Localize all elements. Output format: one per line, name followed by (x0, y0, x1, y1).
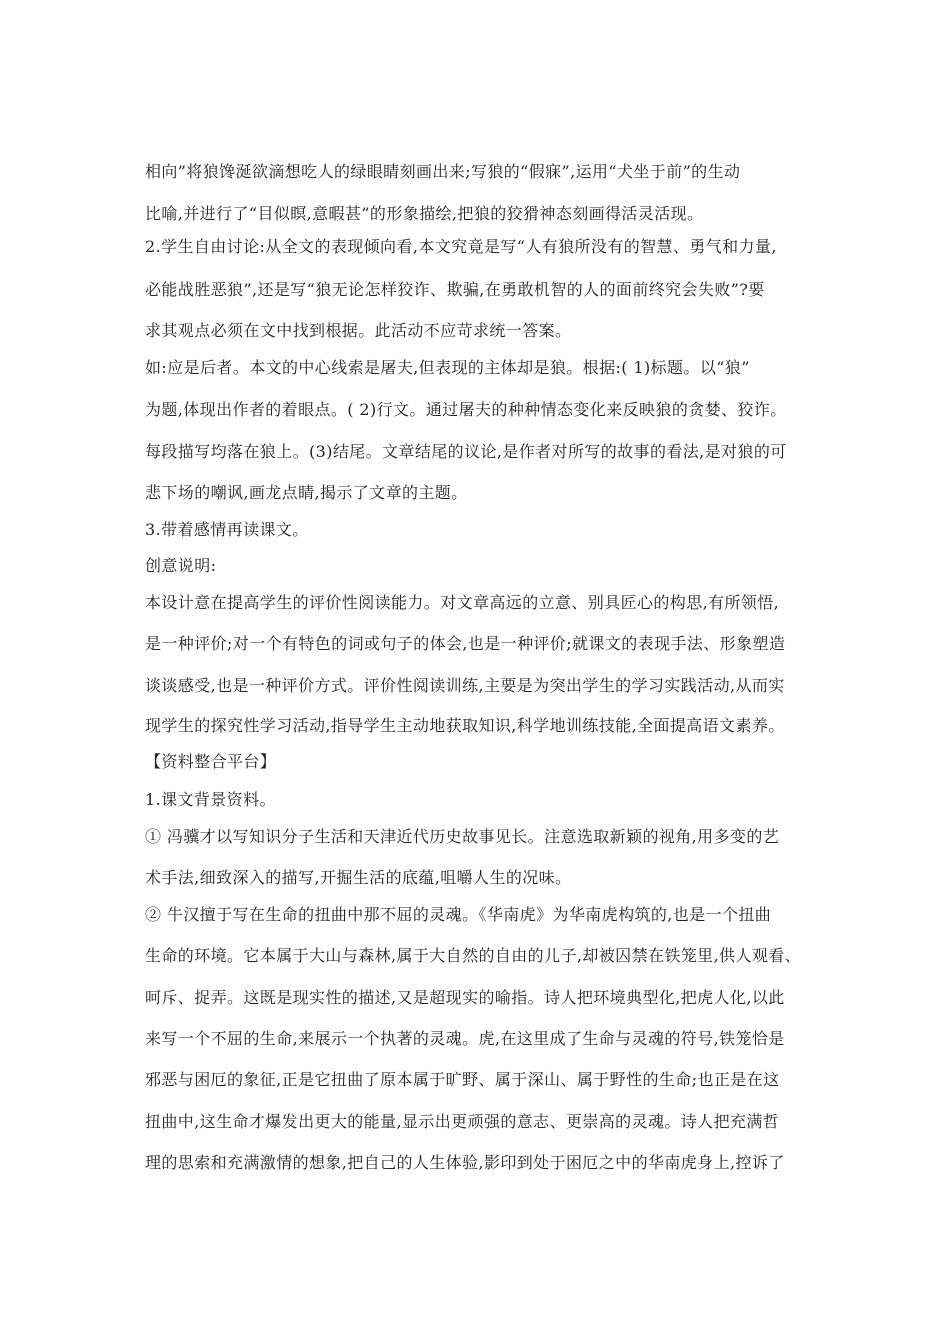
text-line: 为题,体现出作者的着眼点。( 2)行文。通过屠夫的种种情态变化来反映狼的贪婪、狡诈。 (145, 400, 787, 419)
text-line: 邪恶与困厄的象征,正是它扭曲了原本属于旷野、属于深山、属于野性的生命;也正是在这 (145, 1070, 780, 1089)
text-line: 必能战胜恶狼”,还是写“狼无论怎样狡诈、欺骗,在勇敢机智的人的面前终究会失败”?要 (145, 280, 765, 299)
section-heading: 【资料整合平台】 (145, 752, 277, 771)
text-line: 相向”将狼馋涎欲滴想吃人的绿眼睛刻画出来;写狼的“假寐”,运用“犬坐于前”的生动 (145, 162, 741, 181)
text-line: 比喻,并进行了“目似瞑,意暇甚”的形象描绘,把狼的狡猾神态刻画得活灵活现。 (145, 204, 704, 223)
text-line: 来写一个不屈的生命,来展示一个执著的灵魂。虎,在这里成了生命与灵魂的符号,铁笼恰是 (145, 1029, 785, 1048)
text-line: 每段描写均落在狼上。(3)结尾。文章结尾的议论,是作者对所写的故事的看法,是对狼的可 (145, 442, 787, 461)
text-line: 是一种评价;对一个有特色的词或句子的体会,也是一种评价;就课文的表现手法、形象塑造 (145, 634, 786, 653)
text-line: 扭曲中,这生命才爆发出更大的能量,显示出更顽强的意志、更崇高的灵魂。诗人把充满哲 (145, 1112, 780, 1131)
text-line: 如:应是后者。本文的中心线索是屠夫,但表现的主体却是狼。根据:( 1)标题。以“狼” (145, 358, 750, 377)
text-line: 生命的环境。它本属于大山与森林,属于大自然的自由的儿子,却被囚禁在铁笼里,供人观看、 (145, 946, 802, 965)
text-line: 术手法,细致深入的描写,开掘生活的底蕴,咀嚼人生的况味。 (145, 868, 572, 887)
text-line: 理的思索和充满激情的想象,把自己的人生体验,影印到处于困厄之中的华南虎身上,控诉了 (145, 1153, 785, 1172)
text-line: 求其观点必须在文中找到根据。此活动不应苛求统一答案。 (145, 321, 572, 340)
text-line: ② 牛汉擅于写在生命的扭曲中那不屈的灵魂。《华南虎》为华南虎构筑的,也是一个扭曲 (145, 905, 772, 924)
text-line: 3.带着感情再读课文。 (145, 520, 309, 539)
text-line: 悲下场的嘲讽,画龙点睛,揭示了文章的主题。 (145, 483, 468, 502)
text-line: 现学生的探究性学习活动,指导学生主动地获取知识,科学地训练技能,全面提高语文素养。 (145, 716, 785, 735)
text-line: ① 冯骥才以写知识分子生活和天津近代历史故事见长。注意选取新颖的视角,用多变的艺 (145, 827, 780, 846)
section-label: 创意说明: (145, 556, 217, 575)
text-line: 谈谈感受,也是一种评价方式。评价性阅读训练,主要是为突出学生的学习实践活动,从而实 (145, 676, 785, 695)
text-line: 2.学生自由讨论:从全文的表现倾向看,本文究竟是写“人有狼所没有的智慧、勇气和力量, (145, 237, 777, 256)
list-heading: 1.课文背景资料。 (145, 790, 276, 809)
text-line: 本设计意在提高学生的评价性阅读能力。对文章高远的立意、别具匠心的构思,有所领悟, (145, 593, 780, 612)
text-line: 呵斥、捉弄。这既是现实性的描述,又是超现实的喻指。诗人把环境典型化,把虎人化,以此 (145, 988, 785, 1007)
